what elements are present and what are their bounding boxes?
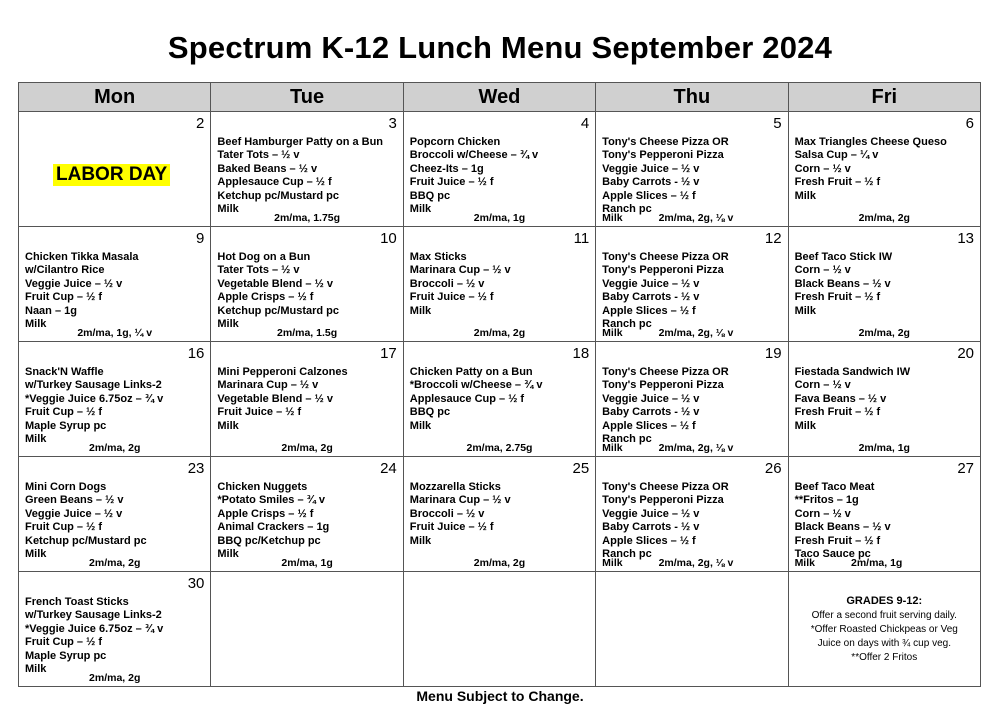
day-cell-content (211, 457, 402, 571)
weekday-header-row (19, 83, 981, 112)
menu-item: Beef Taco Stick IW (794, 251, 893, 263)
day-cell-content (19, 572, 210, 686)
day-cell-content (789, 112, 980, 226)
meal-credits: 2m/ma, 2g (281, 442, 333, 454)
day-number: 25 (572, 460, 590, 477)
menu-item: Milk (217, 203, 239, 216)
day-number: 6 (965, 115, 974, 132)
meal-credits: 2m/ma, 2g (89, 672, 141, 684)
meal-credits: 2m/ma, 1g (858, 442, 910, 454)
menu-item: Milk (217, 548, 239, 561)
menu-item: Baby Carrots - ½ v (602, 176, 700, 189)
menu-item: Mini Corn Dogs (25, 481, 107, 493)
day-cell-content (404, 457, 595, 571)
meal-credits: 2m/ma, 2.75g (466, 442, 533, 454)
menu-item: Beef Taco Meat (794, 481, 875, 493)
holiday-label: LABOR DAY (53, 164, 170, 186)
day-number: 17 (380, 345, 397, 362)
menu-item: Beef Hamburger Patty on a Bun (217, 136, 384, 148)
week-row (19, 112, 981, 227)
menu-item: Tony's Cheese Pizza OR (602, 251, 729, 263)
milk-label: Milk (794, 557, 815, 569)
milk-label: Milk (602, 212, 623, 224)
menu-item: Broccoli w/Cheese – ¾ v (409, 149, 539, 162)
day-cell-12 (596, 227, 788, 342)
menu-item: Baby Carrots - ½ v (602, 406, 700, 419)
menu-item: *Veggie Juice 6.75oz – ¾ v (25, 622, 164, 635)
day-number: 26 (764, 460, 782, 477)
grades-9-12-note (789, 594, 980, 665)
menu-item: Baby Carrots - ½ v (602, 291, 700, 304)
day-cell-3 (211, 112, 403, 227)
menu-item: Corn – ½ v (794, 162, 851, 175)
menu-item: Milk (25, 318, 47, 331)
menu-item: **Fritos – 1g (794, 494, 859, 507)
day-number: 16 (187, 345, 205, 362)
menu-item: BBQ pc (409, 189, 451, 202)
menu-item: Applesauce Cup – ½ f (217, 176, 332, 189)
menu-item: BBQ pc/Ketchup pc (217, 534, 321, 547)
day-cell-content (596, 457, 787, 571)
menu-item: Fava Beans – ½ v (794, 392, 887, 405)
day-number: 10 (380, 230, 397, 247)
menu-item: w/Turkey Sausage Links-2 (25, 609, 162, 622)
menu-item-list (25, 481, 204, 561)
menu-item: Veggie Juice – ½ v (25, 277, 123, 290)
day-cell-content (211, 227, 402, 341)
day-number: 19 (764, 345, 782, 362)
meal-credits: 2m/ma, 1g (850, 557, 903, 569)
weekday-header: Fri (788, 83, 980, 112)
day-cell-23 (19, 457, 211, 572)
menu-item: Tater Tots – ½ v (217, 264, 300, 277)
menu-item: Milk (25, 663, 47, 676)
menu-item: Salsa Cup – ¼ v (794, 149, 879, 162)
menu-item-list (795, 481, 974, 561)
weekday-header: Wed (403, 83, 595, 112)
menu-item: Black Beans – ½ v (794, 521, 891, 534)
menu-item: Animal Crackers – 1g (217, 521, 330, 534)
menu-item: Chicken Nuggets (217, 481, 308, 493)
menu-item-list (410, 481, 589, 548)
menu-item: Apple Slices – ½ f (602, 534, 696, 547)
menu-item: Popcorn Chicken (409, 136, 501, 148)
day-number: 4 (580, 115, 590, 132)
menu-item-list (217, 366, 396, 433)
menu-item: Vegetable Blend – ½ v (217, 392, 333, 405)
page-title: Spectrum K-12 Lunch Menu September 2024 (167, 30, 833, 65)
menu-item-list (602, 251, 781, 331)
menu-item: Milk (217, 419, 239, 432)
menu-item: *Veggie Juice 6.75oz – ¾ v (25, 392, 164, 405)
week-row (19, 457, 981, 572)
menu-item: Marinara Cup – ½ v (217, 379, 319, 392)
day-cell-content (404, 227, 595, 341)
menu-item-list (602, 481, 781, 561)
empty-day-cell (788, 572, 980, 687)
menu-item: Broccoli – ½ v (409, 277, 485, 290)
menu-item: Apple Slices – ½ f (602, 189, 696, 202)
meal-credits: 2m/ma, 1g (281, 557, 333, 569)
menu-item: Cheez-Its – 1g (409, 162, 484, 175)
day-number: 11 (573, 230, 590, 247)
menu-item: Fruit Juice – ½ f (409, 291, 494, 304)
menu-item: Fruit Juice – ½ f (409, 176, 494, 189)
menu-item: Max Sticks (409, 251, 467, 263)
menu-item: Chicken Patty on a Bun (409, 366, 533, 378)
day-cell-content (211, 342, 402, 456)
menu-item: Fiestada Sandwich IW (794, 366, 911, 378)
day-cell-19 (596, 342, 788, 457)
menu-item: Ketchup pc/Mustard pc (217, 304, 340, 317)
menu-item-list (217, 481, 396, 561)
menu-item-list (25, 596, 204, 676)
menu-item: Fruit Juice – ½ f (409, 521, 494, 534)
day-cell-content (596, 227, 787, 341)
menu-item: Baby Carrots - ½ v (602, 521, 700, 534)
menu-item: Fruit Cup – ½ f (25, 521, 102, 534)
menu-item: Veggie Juice – ½ v (602, 507, 700, 520)
grades-note-line: Juice on days with ¾ cup veg. (817, 638, 951, 649)
day-cell-content (789, 572, 980, 686)
menu-item-list (795, 136, 974, 203)
menu-item: Chicken Tikka Masala (25, 251, 139, 263)
menu-item: Corn – ½ v (794, 507, 851, 520)
meal-credits: 2m/ma, 2g, ⅛ v (658, 327, 734, 339)
menu-calendar (18, 82, 981, 687)
day-cell-11 (403, 227, 595, 342)
day-cell-content (596, 112, 787, 226)
menu-item: Naan – 1g (25, 304, 77, 317)
menu-item-list (410, 136, 589, 216)
menu-item-list (217, 136, 396, 216)
menu-item: Tony's Cheese Pizza OR (602, 481, 729, 493)
menu-item: Baked Beans – ½ v (217, 162, 318, 175)
menu-item: Fresh Fruit – ½ f (794, 406, 881, 419)
milk-label: Milk (602, 442, 623, 454)
menu-item: Milk (409, 304, 432, 317)
day-cell-content (789, 457, 980, 571)
menu-item: Maple Syrup pc (25, 649, 107, 662)
menu-item: Tony's Pepperoni Pizza (602, 494, 724, 507)
menu-item: Milk (409, 203, 432, 216)
meal-credits: 2m/ma, 2g (473, 557, 526, 569)
meal-credits: 2m/ma, 2g (858, 327, 910, 339)
meal-credits: 2m/ma, 1g, ¼ v (77, 327, 153, 339)
day-number: 23 (187, 460, 205, 477)
day-cell-4 (403, 112, 595, 227)
week-row (19, 572, 981, 687)
day-cell-20 (788, 342, 980, 457)
menu-item: Snack'N Waffle (25, 366, 104, 378)
menu-item: Corn – ½ v (794, 379, 851, 392)
menu-item: Fruit Juice – ½ f (217, 406, 302, 419)
day-cell-13 (788, 227, 980, 342)
day-cell-content (404, 112, 595, 226)
menu-item: Corn – ½ v (794, 264, 851, 277)
milk-and-meal-credits (795, 557, 980, 569)
day-number: 5 (773, 115, 782, 132)
menu-item-list (602, 136, 781, 216)
empty-day-cell (211, 572, 403, 687)
menu-item: Green Beans – ½ v (25, 494, 124, 507)
menu-item: Marinara Cup – ½ v (409, 264, 511, 277)
menu-item: Veggie Juice – ½ v (25, 507, 123, 520)
day-cell-content (789, 342, 980, 456)
menu-item: Marinara Cup – ½ v (409, 494, 511, 507)
day-number: 20 (957, 345, 974, 362)
milk-and-meal-credits (602, 327, 787, 339)
menu-item: w/Turkey Sausage Links-2 (25, 379, 162, 392)
weeks-body (19, 112, 981, 687)
menu-item: Milk (794, 304, 816, 317)
grades-note-line: Offer a second fruit serving daily. (811, 610, 957, 621)
menu-item-list (602, 366, 781, 446)
day-number: 12 (764, 230, 782, 247)
day-cell-24 (211, 457, 403, 572)
menu-item-list (795, 366, 974, 433)
menu-item: Vegetable Blend – ½ v (217, 277, 333, 290)
menu-change-note: Menu Subject to Change. (416, 688, 584, 704)
menu-item: Ranch pc (602, 548, 652, 561)
week-row (19, 227, 981, 342)
menu-item: Apple Slices – ½ f (602, 419, 696, 432)
menu-item: Max Triangles Cheese Queso (794, 136, 947, 148)
menu-item: Milk (217, 318, 239, 331)
menu-item: Veggie Juice – ½ v (602, 392, 700, 405)
menu-item: Applesauce Cup – ½ f (409, 392, 525, 405)
day-number: 13 (957, 230, 974, 247)
day-number: 2 (196, 115, 205, 132)
day-cell-9 (19, 227, 211, 342)
menu-item: Tony's Pepperoni Pizza (602, 379, 724, 392)
menu-item: Mozzarella Sticks (409, 481, 501, 493)
day-cell-2 (19, 112, 211, 227)
menu-item: w/Cilantro Rice (25, 264, 105, 277)
menu-item-list (25, 251, 204, 331)
weekday-header: Thu (596, 83, 788, 112)
meal-credits: 2m/ma, 2g (473, 327, 526, 339)
menu-item: *Potato Smiles – ¾ v (217, 494, 325, 507)
empty-day-cell (596, 572, 788, 687)
weekday-header: Mon (19, 83, 211, 112)
day-cell-content (211, 112, 402, 226)
day-cell-27 (788, 457, 980, 572)
menu-item-list (795, 251, 974, 318)
day-cell-content (19, 112, 210, 226)
menu-item-list (217, 251, 396, 331)
day-number: 18 (572, 345, 590, 362)
meal-credits: 2m/ma, 1g (473, 212, 526, 224)
day-cell-content (19, 457, 210, 571)
meal-credits: 2m/ma, 2g, ⅛ v (658, 442, 734, 454)
menu-item: Ranch pc (602, 318, 652, 331)
day-cell-25 (403, 457, 595, 572)
menu-item: Tony's Pepperoni Pizza (602, 264, 724, 277)
day-cell-18 (403, 342, 595, 457)
menu-item: BBQ pc (409, 406, 451, 419)
meal-credits: 2m/ma, 1.75g (274, 212, 341, 224)
menu-item: Tony's Cheese Pizza OR (602, 136, 729, 148)
menu-item: Ketchup pc/Mustard pc (217, 189, 340, 202)
menu-item-list (25, 366, 204, 446)
day-number: 3 (388, 115, 397, 132)
day-cell-6 (788, 112, 980, 227)
milk-label: Milk (602, 327, 623, 339)
menu-item: *Broccoli w/Cheese – ¾ v (409, 379, 543, 392)
menu-item: Fruit Cup – ½ f (25, 636, 102, 649)
day-cell-10 (211, 227, 403, 342)
menu-item: Apple Slices – ½ f (602, 304, 696, 317)
day-cell-content (19, 227, 210, 341)
day-cell-16 (19, 342, 211, 457)
menu-item-list (410, 251, 589, 318)
day-cell-26 (596, 457, 788, 572)
menu-item: Fruit Cup – ½ f (25, 406, 102, 419)
menu-item: Taco Sauce pc (794, 548, 871, 561)
menu-item-list (410, 366, 589, 433)
day-cell-content (789, 227, 980, 341)
day-cell-content (211, 572, 402, 686)
menu-item: Milk (25, 548, 47, 561)
menu-item: Milk (25, 433, 47, 446)
empty-day-cell (403, 572, 595, 687)
menu-item: Mini Pepperoni Calzones (217, 366, 348, 378)
day-cell-5 (596, 112, 788, 227)
menu-item: Milk (794, 189, 816, 202)
day-number: 9 (196, 230, 205, 247)
day-cell-content (596, 342, 787, 456)
day-cell-17 (211, 342, 403, 457)
day-cell-content (596, 572, 787, 686)
menu-item: Ketchup pc/Mustard pc (25, 534, 147, 547)
grades-note-line: **Offer 2 Fritos (851, 652, 918, 663)
day-cell-30 (19, 572, 211, 687)
menu-item: Fruit Cup – ½ f (25, 291, 102, 304)
menu-item: Milk (409, 534, 432, 547)
menu-item: Maple Syrup pc (25, 419, 107, 432)
day-cell-content (404, 572, 595, 686)
menu-item: Tater Tots – ½ v (217, 149, 300, 162)
menu-item: Veggie Juice – ½ v (602, 277, 700, 290)
week-row (19, 342, 981, 457)
grades-heading: GRADES 9-12: (846, 595, 923, 607)
meal-credits: 2m/ma, 2g (89, 442, 141, 454)
menu-item: Milk (794, 419, 816, 432)
meal-credits: 2m/ma, 2g (89, 557, 141, 569)
menu-item: Fresh Fruit – ½ f (794, 534, 881, 547)
menu-item: Apple Crisps – ½ f (217, 291, 314, 304)
milk-and-meal-credits (602, 212, 787, 224)
day-cell-content (404, 342, 595, 456)
meal-credits: 2m/ma, 1.5g (277, 327, 338, 339)
menu-item: Tony's Cheese Pizza OR (602, 366, 729, 378)
grades-note-line: *Offer Roasted Chickpeas or Veg (810, 624, 958, 635)
day-cell-content (19, 342, 210, 456)
day-number: 30 (187, 575, 205, 592)
menu-item: Veggie Juice – ½ v (602, 162, 700, 175)
menu-item: Tony's Pepperoni Pizza (602, 149, 724, 162)
day-number: 24 (380, 460, 397, 477)
menu-item: Broccoli – ½ v (409, 507, 485, 520)
menu-item: Hot Dog on a Bun (217, 251, 311, 263)
meal-credits: 2m/ma, 2g, ⅛ v (658, 557, 734, 569)
menu-item: Milk (409, 419, 432, 432)
menu-item: French Toast Sticks (25, 596, 129, 608)
menu-item: Ranch pc (602, 203, 652, 216)
menu-item: Black Beans – ½ v (794, 277, 891, 290)
meal-credits: 2m/ma, 2g (858, 212, 910, 224)
menu-item: Fresh Fruit – ½ f (794, 291, 881, 304)
meal-credits: 2m/ma, 2g, ⅛ v (658, 212, 734, 224)
menu-item: Apple Crisps – ½ f (217, 507, 314, 520)
weekday-header: Tue (211, 83, 403, 112)
menu-item: Ranch pc (602, 433, 652, 446)
menu-item: Fresh Fruit – ½ f (794, 176, 881, 189)
milk-and-meal-credits (602, 557, 787, 569)
day-number: 27 (957, 460, 974, 477)
milk-label: Milk (602, 557, 623, 569)
milk-and-meal-credits (602, 442, 787, 454)
